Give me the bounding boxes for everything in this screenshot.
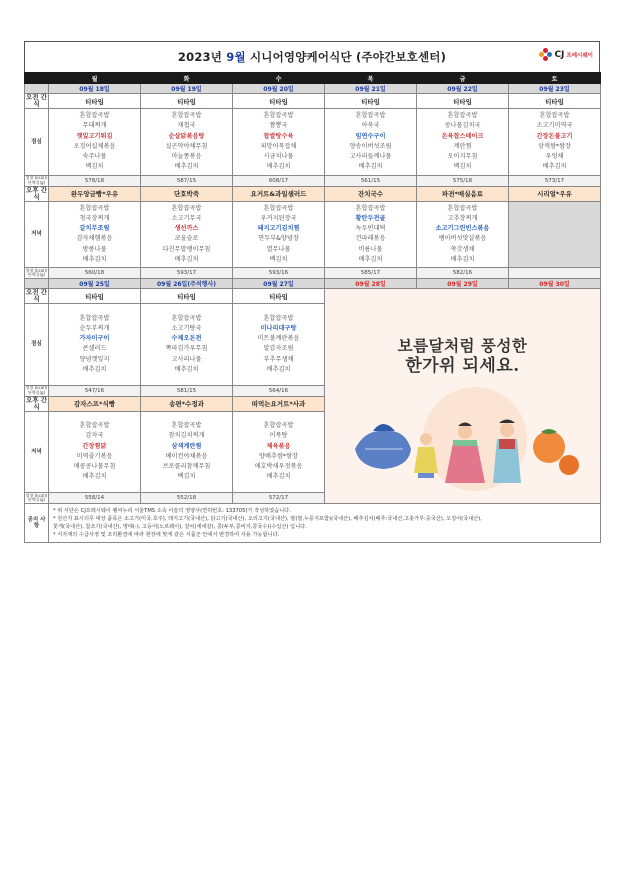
snack-cell: 티타임 (417, 94, 509, 109)
kcal-cell: 593/17 (141, 268, 233, 279)
cj-logo-icon (539, 48, 552, 61)
menu-item: 배추김치 (174, 365, 199, 373)
menu-item: 열무나물 (266, 245, 291, 253)
menu-item: 혼합잡곡밥 (171, 112, 202, 120)
row-label-pm-snack: 오후 간식 (25, 185, 48, 201)
menu-cell (49, 411, 141, 492)
day-thu: 목 (325, 73, 417, 84)
menu-item: 연두부&양념장 (258, 235, 299, 243)
menu-main-item: 생선까스 (174, 225, 199, 233)
kcal-cell: 558/14 (49, 493, 141, 504)
menu-cell (233, 109, 325, 175)
row-label-kcal: 열량 (kcal)/ 단백질(g) (25, 385, 48, 395)
menu-main-item: 간장돈불고기 (536, 132, 573, 140)
menu-item: 아욱국 (361, 122, 380, 130)
menu-item: 혼합잡곡밥 (171, 204, 202, 212)
menu-item: 혼합잡곡밥 (171, 422, 202, 430)
menu-item: 배추김치 (450, 255, 475, 263)
row-label-am-snack: 오전 간식 (25, 288, 48, 304)
menu-item: 피망어묵잡채 (260, 142, 297, 150)
row-label-lunch: 점심 (25, 304, 49, 385)
snack-cell: 시리얼*우유 (509, 186, 601, 201)
menu-main-item: 제육볶음 (266, 442, 291, 450)
title-bar (24, 41, 600, 72)
day-fri: 금 (417, 73, 509, 84)
menu-item: 배추김치 (266, 473, 291, 481)
menu-item: 배추김치 (174, 163, 199, 171)
menu-item: 배추김치 (358, 163, 383, 171)
menu-item: 청국장찌개 (79, 214, 110, 222)
menu-main-item: 순살닭볶음탕 (168, 132, 205, 140)
date-cell-holiday: 09월 29일 (417, 279, 509, 289)
menu-item: 애호박새우젓볶음 (254, 463, 303, 471)
page-title (178, 49, 446, 65)
menu-item: 이목탕 (269, 432, 288, 440)
menu-item: 혼합잡곡밥 (447, 204, 478, 212)
kcal-cell: 547/16 (49, 385, 141, 396)
kcal-cell: 564/16 (233, 385, 325, 396)
row-label-am-snack: 오전 간식 (25, 93, 48, 109)
menu-item: 시금치나물 (263, 153, 294, 161)
snack-cell: 파전*매실음료 (417, 186, 509, 201)
date-cell: 09월 27일 (233, 279, 325, 289)
menu-item: 쪽파김가루무침 (165, 345, 208, 353)
menu-item: 혼합잡곡밥 (263, 422, 294, 430)
week2-am-snack-row (25, 289, 601, 304)
menu-cell (141, 411, 233, 492)
menu-cell (141, 109, 233, 175)
row-label-pm-snack: 오후 간식 (25, 395, 48, 411)
date-cell: 09월 19일 (141, 84, 233, 94)
kcal-cell: 572/17 (233, 493, 325, 504)
row-label-kcal: 열량 (kcal)/ 단백질(g) (25, 175, 48, 185)
week1-lunch-row (25, 109, 601, 175)
menu-item: 매콤콩나물무침 (73, 463, 116, 471)
snack-cell: 티타임 (509, 94, 601, 109)
menu-item: 베이컨야채볶음 (165, 452, 208, 460)
menu-item: 방풍나물 (82, 245, 107, 253)
menu-item: 혼합잡곡밥 (171, 314, 202, 322)
menu-item: 배추김치 (82, 255, 107, 263)
date-cell: 09월 25일 (49, 279, 141, 289)
snack-cell: 단호박죽 (141, 186, 233, 201)
date-cell: 09월 21일 (325, 84, 417, 94)
menu-item: 고사리나물 (171, 355, 202, 363)
menu-item: 코울슬로 (174, 235, 199, 243)
note-line: * 위 식단은 CJ프레시웨이 웰씨누리 서울TMS 소속 이슬의 영양사(면허번호: 133705)가 작성하였습니다. (53, 508, 291, 514)
snack-cell: 티타임 (49, 289, 141, 304)
menu-item: 고사리들깨나물 (349, 153, 392, 161)
notes-row (25, 504, 601, 543)
menu-item: 혼합잡곡밥 (539, 112, 570, 120)
kcal-cell: 578/18 (49, 175, 141, 186)
kcal-cell: 575/18 (417, 175, 509, 186)
week2-date-row (25, 279, 601, 289)
date-cell: 09월 18일 (49, 84, 141, 94)
note-line: * 원산지 표시의무 대상 품목은 소고기(미국,호주), 돼지고기(국내산), 닭고기(국내산), 오리고기(국내산), 쌀(쌀,누룽지포함)(국내산), 배추김치(배추:국내산,고춧가루:중국산), 오징어(국내산), (53, 516, 482, 523)
chuseok-greeting-panel (325, 289, 601, 504)
menu-item: 짬뽕국 (269, 122, 288, 130)
menu-main-item: 황탄두전골 (355, 214, 386, 222)
menu-sheet (24, 41, 600, 543)
row-label-kcal: 열량 (kcal)/ 단백질(g) (25, 267, 48, 277)
week1-lunch-kcal-row (25, 175, 601, 186)
week1-am-snack-row (25, 94, 601, 109)
menu-item: 브로콜리참깨무침 (162, 463, 211, 471)
kcal-cell: 573/17 (509, 175, 601, 186)
snack-cell: 티타임 (141, 289, 233, 304)
menu-item: 고추장찌개 (447, 214, 478, 222)
date-cell-holiday: 09월 30일 (509, 279, 601, 289)
menu-cell (233, 201, 325, 267)
menu-cell (325, 201, 417, 267)
menu-cell (509, 109, 601, 175)
kcal-cell: 608/17 (233, 175, 325, 186)
menu-item: 참치김치찌개 (168, 432, 205, 440)
row-label-lunch: 점심 (25, 109, 49, 175)
menu-main-item: 가자미구이 (79, 335, 110, 343)
kcal-cell: 582/16 (417, 268, 509, 279)
menu-item: 배추김치 (542, 163, 567, 171)
menu-cell (141, 201, 233, 267)
menu-item: 혼합잡곡밥 (263, 204, 294, 212)
snack-cell: 송편*수정과 (141, 396, 233, 411)
menu-item: 배추김치 (82, 473, 107, 481)
menu-item: 비름나물 (358, 245, 383, 253)
date-cell: 09월 20일 (233, 84, 325, 94)
menu-item: 순두부찌개 (79, 324, 110, 332)
menu-item: 배추김치 (358, 255, 383, 263)
corner-cell (25, 73, 49, 84)
row-label-notes: 공지 사항 (25, 504, 49, 543)
menu-cell (141, 304, 233, 385)
menu-cell (233, 304, 325, 385)
menu-item: 혼합잡곡밥 (447, 112, 478, 120)
title-text: 시니어영양케어식단 (주야간보호센터) (250, 50, 447, 64)
kcal-cell: 585/17 (325, 268, 417, 279)
menu-item: 부추무생채 (263, 355, 294, 363)
menu-cell (417, 201, 509, 267)
menu-item: 실곤약야채무침 (165, 142, 208, 150)
menu-main-item: 임연수구이 (355, 132, 386, 140)
menu-main-item: 찹쌀탕수육 (263, 132, 294, 140)
row-label-dinner: 저녁 (25, 201, 49, 267)
menu-item: 혼합잡곡밥 (263, 314, 294, 322)
menu-cell (233, 411, 325, 492)
snack-cell: 떠먹는요거트*사과 (233, 396, 325, 411)
menu-cell (417, 109, 509, 175)
day-mon: 월 (49, 73, 141, 84)
menu-item: 다진무말랭이무침 (162, 245, 211, 253)
chuseok-illustration (325, 289, 601, 503)
kcal-cell: 552/18 (141, 493, 233, 504)
menu-item: 삼색쌈*쌈장 (538, 142, 571, 150)
menu-main-item: 삼색계란찜 (171, 442, 202, 450)
menu-main-item: 소고기그린빈스볶음 (435, 225, 490, 233)
snack-cell: 티타임 (49, 94, 141, 109)
menu-item: 배추김치 (266, 163, 291, 171)
greeting-line-2: 한가위 되세요. (405, 356, 520, 376)
day-header-row (25, 73, 601, 84)
logo-cj: CJ (554, 49, 565, 60)
menu-item: 녹두빈대떡 (355, 225, 386, 233)
menu-item: 혼합잡곡밥 (263, 112, 294, 120)
date-cell: 09월 26일(주석행사) (141, 279, 233, 289)
kcal-cell: 561/15 (325, 175, 417, 186)
menu-item: 팽이버섯맛살볶음 (438, 235, 487, 243)
note-line: 꽃게(국내산), 참조기(국내산), 명태(-), 고등어(노르웨이), 갈치(세네갈), 콩(두부,콩비지,콩국수)(수입산) 입니다. (53, 524, 307, 531)
day-sat: 토 (509, 73, 601, 84)
week1-dinner-kcal-row (25, 268, 601, 279)
snack-cell: 잔치국수 (325, 186, 417, 201)
menu-item: 미트볼계란볶음 (257, 335, 300, 343)
kcal-cell: 560/18 (49, 268, 141, 279)
kcal-cell: 593/16 (233, 268, 325, 279)
menu-item: 혼합잡곡밥 (355, 112, 386, 120)
menu-cell (49, 109, 141, 175)
week1-date-row (25, 84, 601, 94)
menu-item: 혼합잡곡밥 (79, 204, 110, 212)
menu-item: 알감자조림 (263, 345, 294, 353)
row-label-dinner: 저녁 (25, 411, 49, 492)
menu-main-item: 간장찜닭 (82, 442, 107, 450)
menu-item: 오이지무침 (447, 153, 478, 161)
menu-item: 백김치 (177, 473, 196, 481)
snack-cell: 감자스프*식빵 (49, 396, 141, 411)
week1-dinner-row (25, 201, 601, 267)
menu-item: 혼합잡곡밥 (79, 422, 110, 430)
day-tue: 화 (141, 73, 233, 84)
menu-table (24, 72, 601, 543)
menu-item: 무대찌개 (82, 122, 107, 130)
menu-item: 재첩국 (177, 122, 196, 130)
notes-cell (49, 504, 601, 543)
menu-item: 배추김치 (266, 365, 291, 373)
menu-item: 백김치 (453, 163, 472, 171)
empty-cell (509, 268, 601, 279)
row-label-kcal: 열량 (kcal)/ 단백질(g) (25, 492, 48, 502)
date-cell-holiday: 09월 28일 (325, 279, 417, 289)
menu-item: 오징어실채볶음 (73, 142, 116, 150)
menu-item: 소고기탕국 (171, 324, 202, 332)
cj-freshway-logo (539, 48, 593, 61)
menu-item: 숙주나물 (82, 153, 107, 161)
menu-item: 콘샐러드 (82, 345, 107, 353)
menu-item: 마늘쫑볶음 (171, 153, 202, 161)
title-year: 2023년 (177, 50, 223, 64)
kcal-cell: 581/15 (141, 385, 233, 396)
day-wed: 수 (233, 73, 325, 84)
date-cell: 09월 23일 (509, 84, 601, 94)
menu-item: 미역줄기볶음 (76, 452, 113, 460)
menu-item: 감자국 (85, 432, 104, 440)
menu-main-item: 돼지고기김치찜 (257, 225, 300, 233)
menu-item: 건파래볶음 (355, 235, 386, 243)
menu-item: 배추김치 (82, 365, 107, 373)
menu-cell (49, 201, 141, 267)
snack-cell: 티타임 (233, 94, 325, 109)
logo-name: 프레시웨이 (566, 52, 593, 59)
menu-cell (325, 109, 417, 175)
menu-cell (49, 304, 141, 385)
menu-item: 콩나물김치국 (444, 122, 481, 130)
snack-cell: 티타임 (325, 94, 417, 109)
menu-main-item: 돈육찹스테이크 (441, 132, 484, 140)
menu-item: 계란찜 (453, 142, 472, 150)
menu-main-item: 갈치무조림 (79, 225, 110, 233)
empty-cell (509, 201, 601, 267)
title-month: 9월 (226, 50, 246, 64)
week1-pm-snack-row (25, 186, 601, 201)
menu-item: 감자채햄볶음 (76, 235, 113, 243)
menu-item: 백김치 (85, 163, 104, 171)
menu-item: 배추김치 (174, 255, 199, 263)
snack-cell: 완두앙금빵*우유 (49, 186, 141, 201)
menu-item: 백김치 (269, 255, 288, 263)
snack-cell: 요거트&과일샐러드 (233, 186, 325, 201)
menu-item: 혼합잡곡밥 (79, 112, 110, 120)
menu-item: 우거지된장국 (260, 214, 297, 222)
menu-item: 혼합잡곡밥 (79, 314, 110, 322)
menu-item: 양념깻잎지 (79, 355, 110, 363)
note-line: * 식자재의 수급사정 및 조리환경에 따라 현장에 맞게 같은 식품군 안에서 변경하여 사용 가능합니다. (53, 532, 280, 539)
menu-item: 양배추쌈*쌈장 (259, 452, 298, 460)
menu-item: 소고기무국 (171, 214, 202, 222)
menu-item: 혼합잡곡밥 (355, 204, 386, 212)
menu-main-item: 미나리대구탕 (260, 324, 297, 332)
kcal-cell: 587/15 (141, 175, 233, 186)
menu-item: 소고기미역국 (536, 122, 573, 130)
greeting-text (325, 335, 600, 377)
snack-cell: 티타임 (233, 289, 325, 304)
menu-item: 쑥갓생채 (450, 245, 475, 253)
greeting-line-1: 보름달처럼 풍성한 (397, 336, 528, 355)
snack-cell: 티타임 (141, 94, 233, 109)
menu-item: 우엉채 (545, 153, 564, 161)
date-cell: 09월 22일 (417, 84, 509, 94)
menu-main-item: 깻잎고기튀김 (76, 132, 113, 140)
menu-main-item: 수제오돈전 (171, 335, 202, 343)
menu-item: 양송이버섯조림 (349, 142, 392, 150)
